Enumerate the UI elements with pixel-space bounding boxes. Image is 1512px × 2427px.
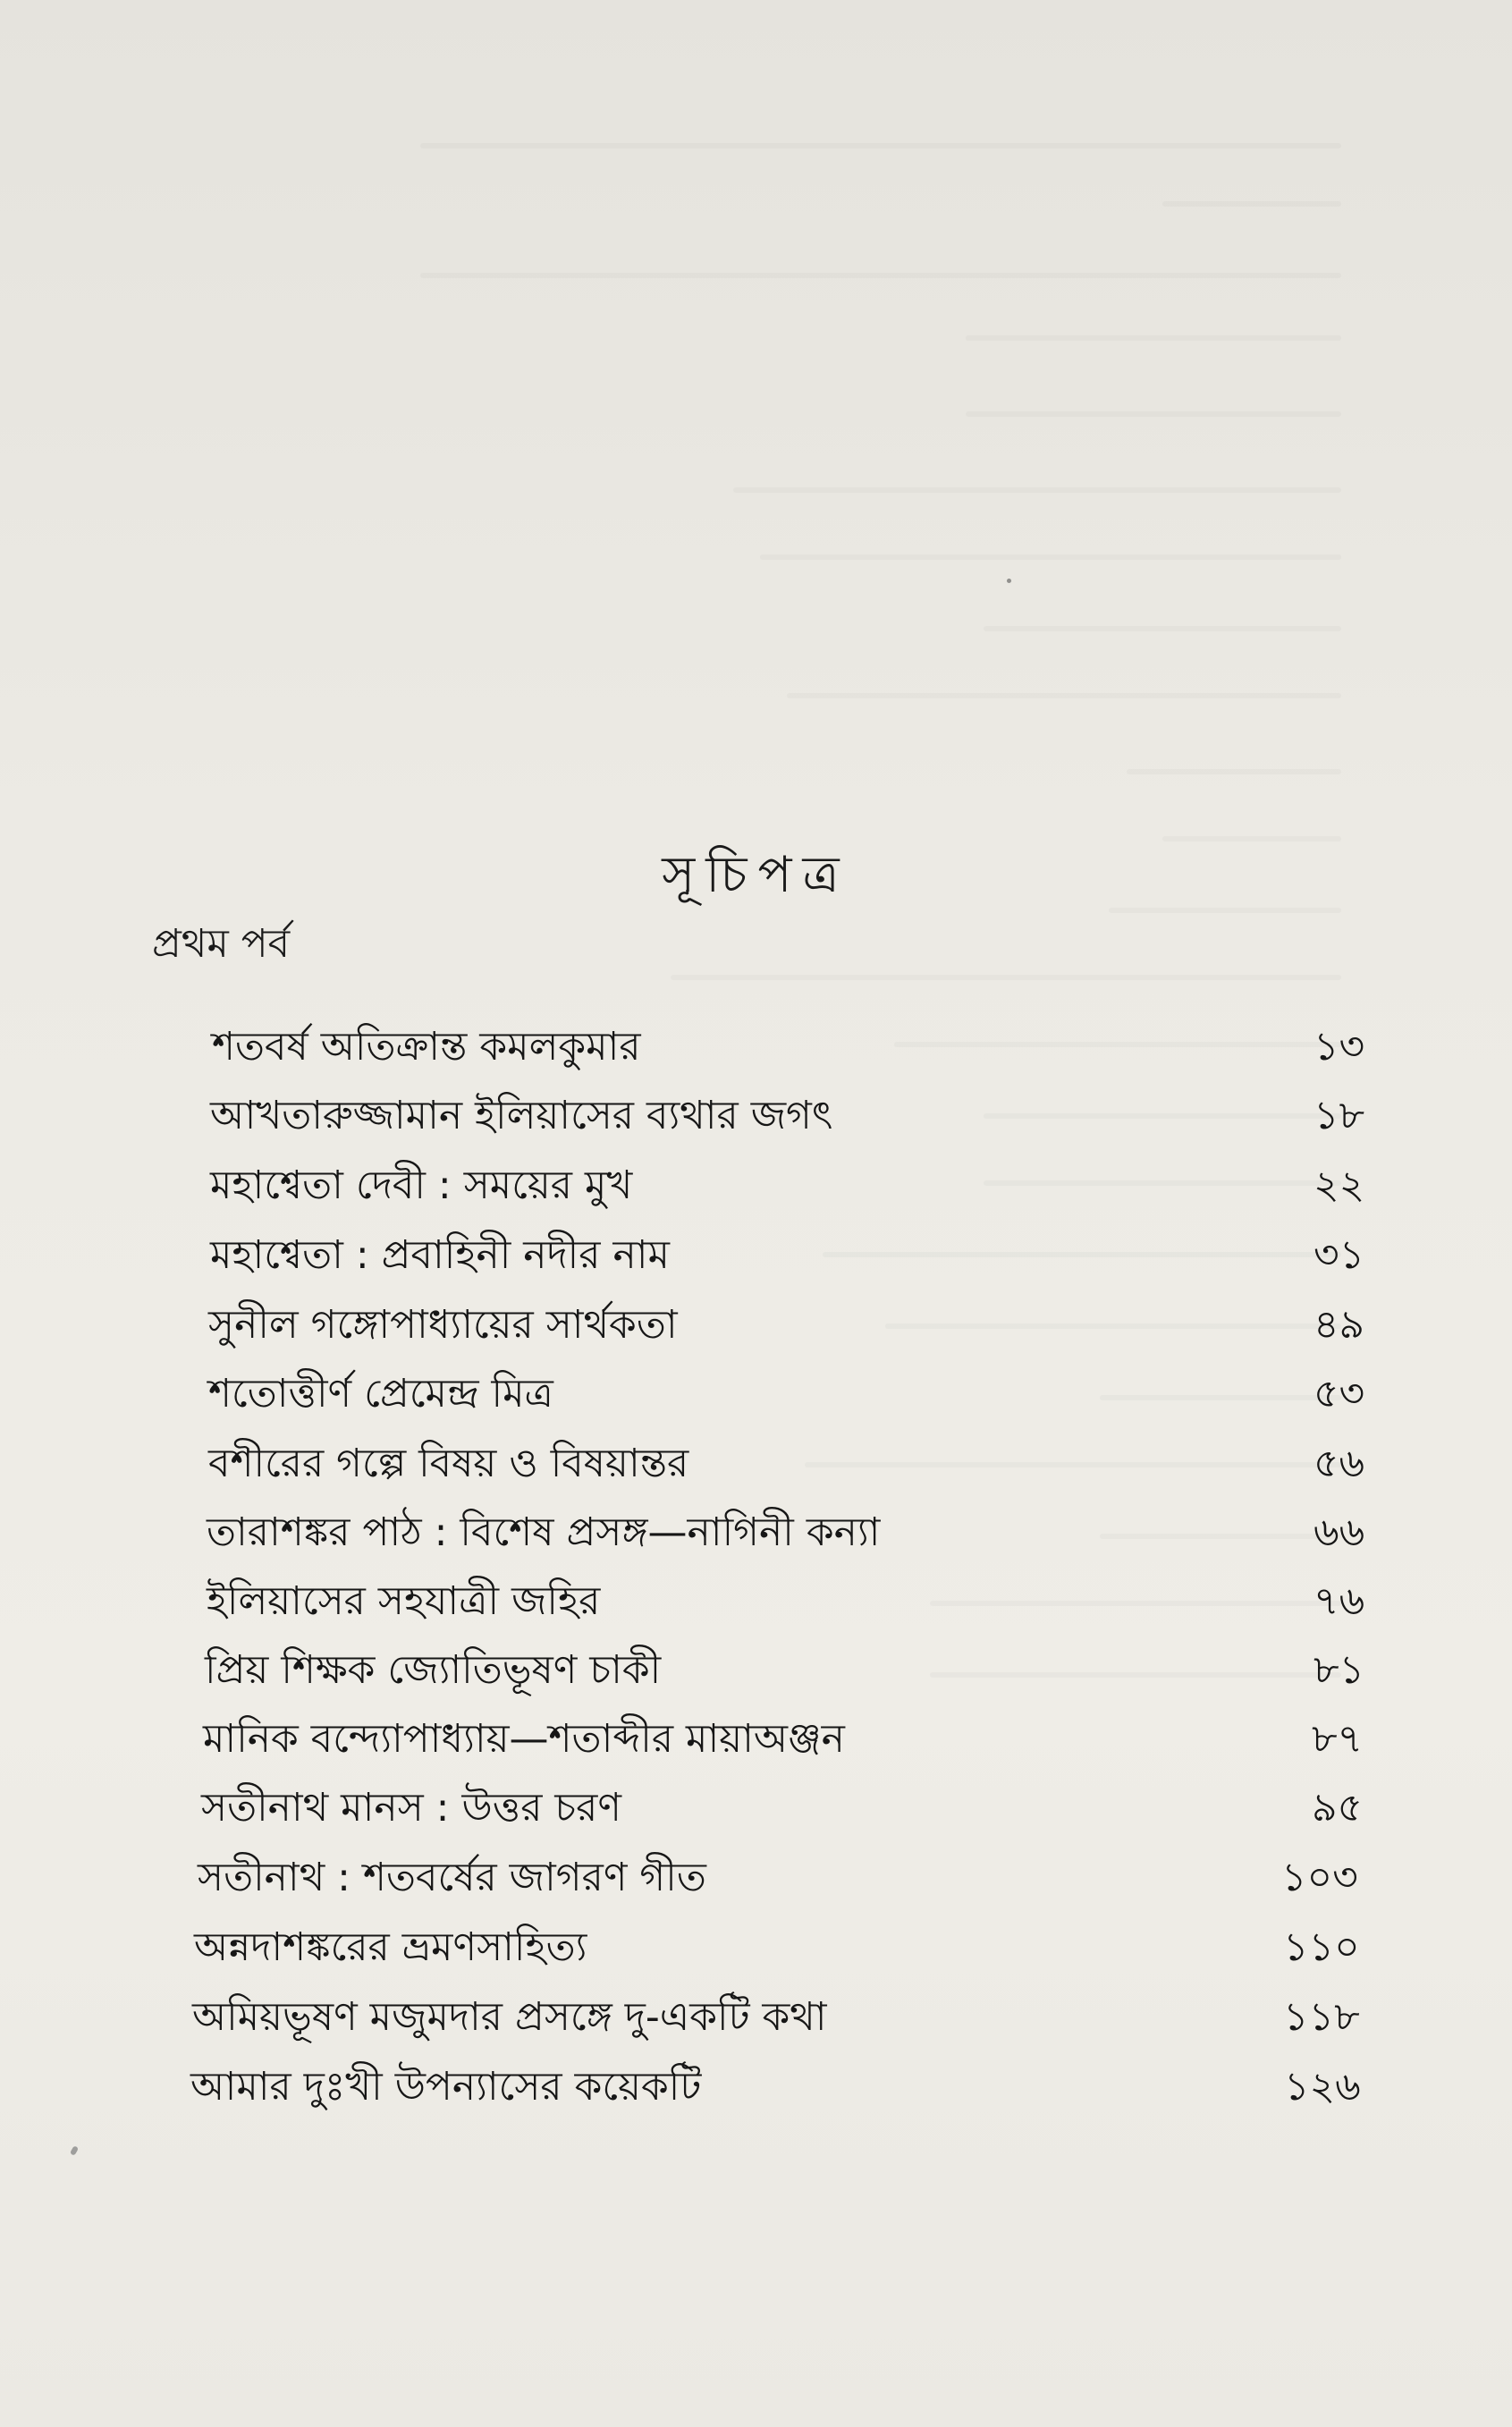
toc-entry-page: ১৮ bbox=[1313, 1093, 1365, 1138]
toc-entry-page: ২২ bbox=[1313, 1163, 1365, 1208]
toc-entry-title: বশীরের গল্পে বিষয় ও বিষয়ান্তর bbox=[208, 1441, 689, 1486]
toc-entry-title: সুনীল গঙ্গোপাধ্যায়ের সার্থকতা bbox=[208, 1302, 678, 1348]
toc-entry-title: ইলিয়াসের সহযাত্রী জহির bbox=[207, 1578, 601, 1624]
toc-entry-page: ৩১ bbox=[1313, 1232, 1365, 1278]
toc-entry-page: ৮৭ bbox=[1312, 1716, 1364, 1762]
toc-entry-title: প্রিয় শিক্ষক জ্যোতিভূষণ চাকী bbox=[205, 1647, 662, 1693]
toc-entry-title: অমিয়ভূষণ মজুমদার প্রসঙ্গে দু-একটি কথা bbox=[192, 1994, 827, 2040]
toc-entry-title: মানিক বন্দ্যোপাধ্যায়—শতাব্দীর মায়াঅঞ্জন bbox=[203, 1716, 845, 1762]
toc-entry-title: অন্নদাশঙ্করের ভ্রমণসাহিত্য bbox=[194, 1924, 587, 1970]
toc-entry-page: ১৩ bbox=[1313, 1024, 1365, 1070]
toc-entry-title: আমার দুঃখী উপন্যাসের কয়েকটি bbox=[190, 2064, 702, 2110]
section-title: প্রথম পর্ব bbox=[152, 921, 291, 967]
toc-entry-page: ৮১ bbox=[1313, 1647, 1365, 1693]
toc-entry-title: সতীনাথ : শতবর্ষের জাগরণ গীত bbox=[198, 1855, 706, 1900]
toc-entry-title: শতোত্তীর্ণ প্রেমেন্দ্র মিত্র bbox=[208, 1371, 553, 1416]
toc-entry-page: ১২৬ bbox=[1284, 2064, 1361, 2110]
toc-entry-title: মহাশ্বেতা : প্রবাহিনী নদীর নাম bbox=[210, 1232, 670, 1278]
page-title: সূচিপত্র bbox=[662, 846, 850, 904]
toc-entry-title: তারাশঙ্কর পাঠ : বিশেষ প্রসঙ্গ—নাগিনী কন্যা bbox=[207, 1509, 881, 1555]
toc-entry-title: মহাশ্বেতা দেবী : সময়ের মুখ bbox=[210, 1163, 633, 1208]
toc-entry-page: ৯৫ bbox=[1312, 1785, 1364, 1831]
toc-entry-title: আখতারুজ্জামান ইলিয়াসের ব্যথার জগৎ bbox=[210, 1093, 833, 1138]
toc-entry-title: শতবর্ষ অতিক্রান্ত কমলকুমার bbox=[212, 1024, 641, 1070]
toc-entry-page: ১১০ bbox=[1283, 1924, 1360, 1970]
toc-entry-page: ১০৩ bbox=[1281, 1855, 1358, 1900]
toc-entry-page: ৪৯ bbox=[1313, 1302, 1365, 1348]
toc-entry-title: সতীনাথ মানস : উত্তর চরণ bbox=[201, 1785, 621, 1831]
toc-entry-page: ৭৬ bbox=[1313, 1578, 1365, 1624]
toc-entry-page: ৬৬ bbox=[1313, 1509, 1365, 1555]
toc-entry-page: ১১৮ bbox=[1283, 1994, 1360, 2040]
toc-entry-page: ৫৬ bbox=[1313, 1441, 1365, 1486]
toc-entry-page: ৫৩ bbox=[1313, 1371, 1365, 1416]
